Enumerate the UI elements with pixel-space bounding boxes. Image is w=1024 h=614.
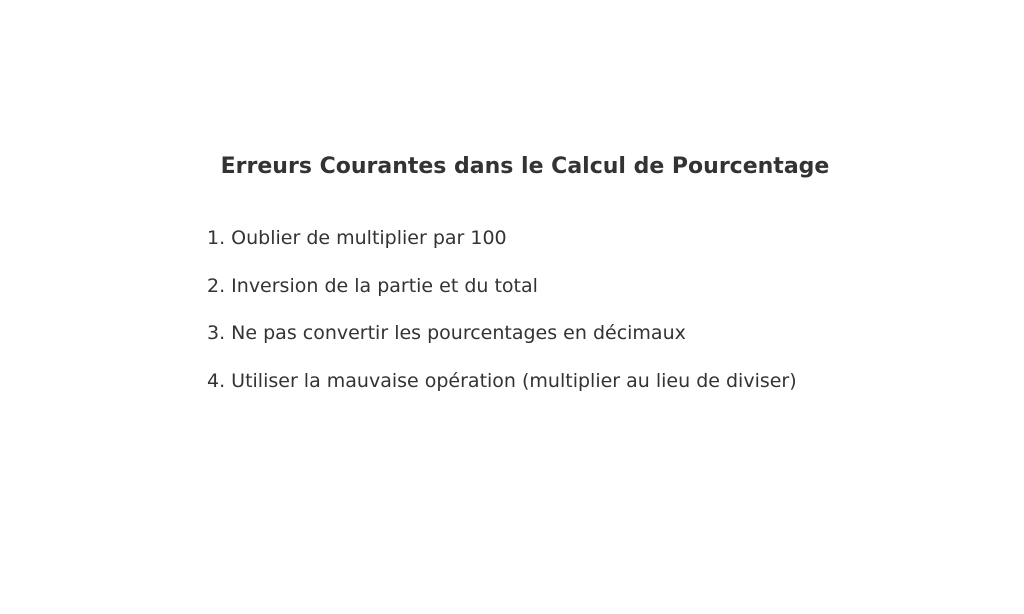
list-item: 4. Utiliser la mauvaise opération (multiplier au lieu de diviser) xyxy=(207,369,797,392)
list-item: 2. Inversion de la partie et du total xyxy=(207,274,538,297)
mistakes-list xyxy=(207,225,797,415)
list-item: 1. Oublier de multiplier par 100 xyxy=(207,227,507,249)
list-item: 3. Ne pas convertir les pourcentages en décimaux xyxy=(207,322,686,344)
page-title: Erreurs Courantes dans le Calcul de Pourcentage xyxy=(220,154,830,179)
